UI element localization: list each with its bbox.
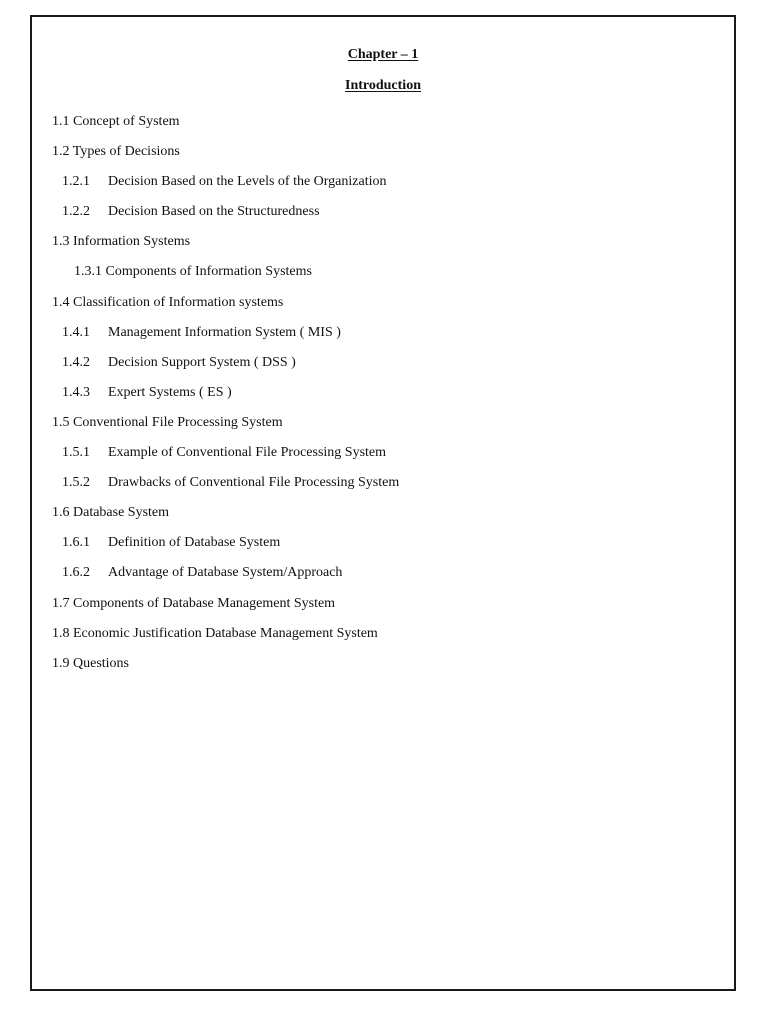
toc-item — [52, 167, 399, 197]
toc-item — [52, 137, 399, 167]
toc-item-text: Decision Support System ( DSS ) — [108, 354, 296, 370]
toc-item — [52, 318, 399, 348]
toc-item-text: Decision Based on the Structuredness — [108, 204, 320, 220]
chapter-heading: Chapter – 1 — [347, 47, 419, 62]
toc-item — [52, 468, 399, 498]
toc-item — [52, 227, 399, 257]
toc-item-text: 1.3.1 Components of Information Systems — [74, 264, 312, 280]
toc-item-text: 1.9 Questions — [52, 655, 129, 671]
toc-item-text: 1.4 Classification of Information systems — [52, 294, 284, 310]
toc-item — [52, 528, 399, 558]
toc-item — [52, 558, 399, 588]
section-heading: Introduction — [345, 78, 421, 93]
toc-item — [52, 378, 399, 408]
toc-item — [52, 348, 399, 378]
toc-item-number: 1.6.2 — [62, 565, 90, 581]
toc-item-text: 1.8 Economic Justification Database Management System — [52, 625, 378, 641]
toc-item — [52, 107, 399, 137]
toc-item-text: Example of Conventional File Processing System — [108, 445, 387, 461]
toc-item-text: Drawbacks of Conventional File Processing System — [108, 475, 400, 491]
toc-item-text: Expert Systems ( ES ) — [108, 384, 232, 400]
toc-item — [52, 408, 399, 438]
toc-item-number: 1.5.1 — [62, 445, 90, 461]
toc-item-text: 1.7 Components of Database Management System — [52, 595, 336, 611]
table-of-contents — [52, 107, 399, 679]
toc-item-text: 1.5 Conventional File Processing System — [52, 414, 283, 430]
toc-item-number: 1.4.3 — [62, 384, 90, 400]
toc-item — [52, 498, 399, 528]
toc-item-text: 1.3 Information Systems — [52, 234, 191, 250]
page-frame — [30, 15, 736, 991]
toc-item — [52, 257, 399, 287]
toc-item-number: 1.2.2 — [62, 204, 90, 220]
toc-item — [52, 197, 399, 227]
toc-item-text: Decision Based on the Levels of the Organization — [108, 174, 387, 190]
toc-item-text: Management Information System ( MIS ) — [108, 324, 341, 340]
toc-item — [52, 619, 399, 649]
toc-item-number: 1.5.2 — [62, 475, 90, 491]
toc-item-text: 1.2 Types of Decisions — [52, 144, 180, 160]
toc-item — [52, 649, 399, 679]
toc-item-number: 1.4.2 — [62, 354, 90, 370]
toc-item — [52, 589, 399, 619]
toc-item-number: 1.4.1 — [62, 324, 90, 340]
toc-item-number: 1.6.1 — [62, 535, 90, 551]
toc-item-text: 1.1 Concept of System — [52, 114, 180, 129]
toc-item-number: 1.2.1 — [62, 174, 90, 190]
toc-item-text: Definition of Database System — [108, 535, 281, 551]
toc-item-text: Advantage of Database System/Approach — [108, 565, 343, 581]
toc-item — [52, 288, 399, 318]
toc-item — [52, 438, 399, 468]
toc-item-text: 1.6 Database System — [52, 505, 170, 521]
